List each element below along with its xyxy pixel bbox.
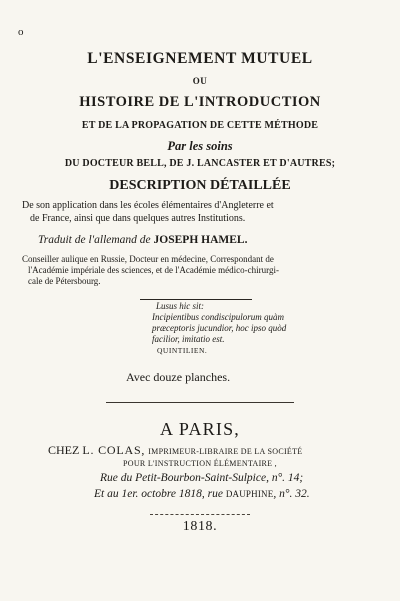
credentials-line-2: l'Académie impériale des sciences, et de l'Académie médico-chirurgi- [28, 265, 279, 275]
publisher-society: POUR L'INSTRUCTION ÉLÉMENTAIRE , [123, 459, 277, 468]
publication-year: 1818. [182, 519, 218, 534]
credentials-line-3: cale de Pétersbourg. [28, 276, 101, 286]
epigraph-rule [140, 299, 252, 300]
description-heading: DESCRIPTION DÉTAILLÉE [109, 178, 291, 193]
translator-prefix: Traduit de l'allemand de [38, 234, 151, 246]
epigraph-line-2: Incipientibus condiscipulorum quàm [152, 312, 284, 322]
corner-mark: o [18, 26, 24, 38]
title-conjunction: OU [192, 76, 208, 86]
translator-credentials [22, 254, 382, 287]
date-prefix: Et au 1er. octobre 1818, rue [94, 488, 223, 500]
description-line-2: de France, ainsi que dans quelques autres Institutions. [30, 212, 246, 224]
imprint-divider [0, 514, 400, 515]
epigraph-line-3: præceptoris jucundior, hoc ipso quòd [152, 323, 287, 333]
subtitle-propagation: ET DE LA PROPAGATION DE CETTE MÉTHODE [81, 120, 319, 131]
credentials-line-1: Conseiller aulique en Russie, Docteur en médecine, Correspondant de [22, 254, 274, 264]
publisher-chez: CHEZ [48, 443, 80, 457]
translator-line [38, 234, 247, 246]
main-title: L'ENSEIGNEMENT MUTUEL [87, 50, 313, 67]
editors-names: DU DOCTEUR BELL, DE J. LANCASTER ET D'AUTRES; [64, 158, 336, 169]
section-divider [0, 402, 400, 403]
publisher-name: L. COLAS, [82, 443, 146, 457]
epigraph [152, 301, 302, 356]
publisher-title: IMPRIMEUR-LIBRAIRE DE LA SOCIÉTÉ [148, 447, 303, 456]
translator-name: JOSEPH HAMEL. [153, 234, 248, 246]
epigraph-line-4-text: facilior, imitatio est. [152, 334, 225, 344]
description-line-1: De son application dans les écoles élémentaires d'Angleterre et [22, 200, 274, 211]
plates-note: Avec douze planches. [126, 370, 231, 384]
description-text [22, 200, 382, 225]
epigraph-line-4 [152, 334, 302, 356]
epigraph-line-1: Lusus hic sit: [156, 301, 205, 311]
publisher-line [48, 443, 302, 458]
date-suffix: , n°. 32. [273, 488, 310, 500]
publisher-address: Rue du Petit-Bourbon-Saint-Sulpice, n°. 14; [100, 472, 304, 484]
editors-intro: Par les soins [167, 139, 233, 153]
publisher-date-address [94, 488, 310, 500]
date-street: DAUPHINE [225, 489, 274, 499]
epigraph-author: QUINTILIEN. [157, 346, 208, 355]
imprint-city: A PARIS, [160, 419, 240, 439]
subtitle-history: HISTOIRE DE L'INTRODUCTION [79, 94, 321, 110]
